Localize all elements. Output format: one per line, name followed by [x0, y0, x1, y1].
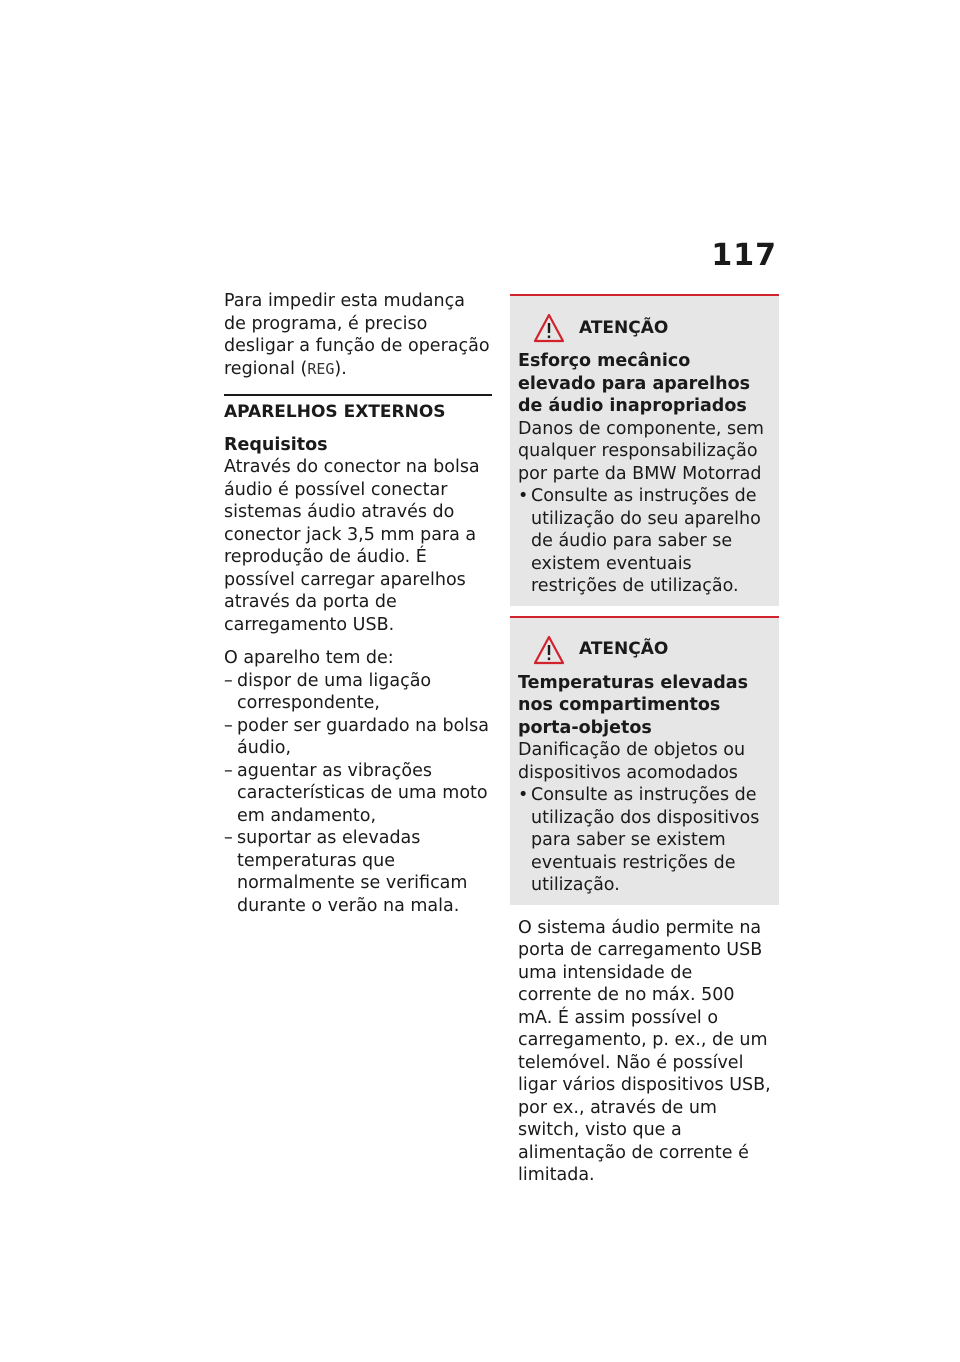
- subheading-requisitos: Requisitos: [224, 434, 328, 455]
- warning-bullet-list: [518, 784, 771, 897]
- intro-paragraph: [224, 290, 492, 380]
- section-title: APARELHOS EXTERNOS: [224, 402, 446, 422]
- warning-title: Temperaturas elevadas nos compartimentos porta-objetos: [518, 672, 749, 738]
- reg-code: REG: [307, 359, 335, 378]
- warning-text: Danificação de objetos ou dispositivos acomodados: [518, 740, 746, 783]
- warning-triangle-icon: [533, 313, 565, 343]
- warning-box: [510, 616, 779, 905]
- list-item: – aguentar as vibrações características de uma moto em andamento,: [224, 760, 492, 828]
- list-item: – suportar as elevadas temperaturas que normalmente se verificam durante o verão na mala.: [224, 827, 492, 917]
- warning-text: Danos de componente, sem qualquer responsabilização por parte da BMW Motorrad: [518, 418, 764, 484]
- warning-label: ATENÇÃO: [579, 639, 669, 660]
- list-intro: O aparelho tem de:: [224, 648, 394, 668]
- warning-header: [533, 312, 771, 344]
- requirements-list: [224, 670, 492, 918]
- warning-bullet: • Consulte as instruções de utilização dos dispositivos para saber se existem eventuais restrições de utilização.: [518, 784, 771, 897]
- warning-bullet: • Consulte as instruções de utilização do seu aparelho de áudio para saber se existem eventuais restrições de utilização.: [518, 485, 771, 598]
- warning-label: ATENÇÃO: [579, 317, 669, 338]
- page-number: 117: [711, 238, 777, 273]
- intro-text: Para impedir esta mudança de programa, é preciso desligar a função de operação regional (: [224, 291, 490, 379]
- body-paragraph: O sistema áudio permite na porta de carregamento USB uma intensidade de corrente de no máx. 500 mA. É assim possível o carregamento, p. ex., de um telemóvel. Não é possível ligar vários dispositivos USB, por ex., através de um switch, visto que a alimentação de corrente é limitada.: [518, 917, 771, 1185]
- warning-title: Esforço mecânico elevado para aparelhos de áudio inapropriados: [518, 351, 751, 416]
- list-item: – poder ser guardado na bolsa áudio,: [224, 715, 492, 760]
- intro-end: ).: [334, 358, 347, 379]
- right-column: [510, 294, 779, 1187]
- body-paragraph: Através do conector na bolsa áudio é possível conectar sistemas áudio através do conector jack 3,5 mm para a reprodução de áudio. É possível carregar aparelhos através da porta de carregamento USB.: [224, 457, 480, 635]
- left-column: [224, 290, 492, 917]
- list-item: – dispor de uma ligação correspondente,: [224, 670, 492, 715]
- section-divider: [224, 394, 492, 396]
- warning-triangle-icon: [533, 635, 565, 665]
- warning-header: [533, 634, 771, 666]
- warning-box: [510, 294, 779, 606]
- warning-bullet-list: [518, 485, 771, 598]
